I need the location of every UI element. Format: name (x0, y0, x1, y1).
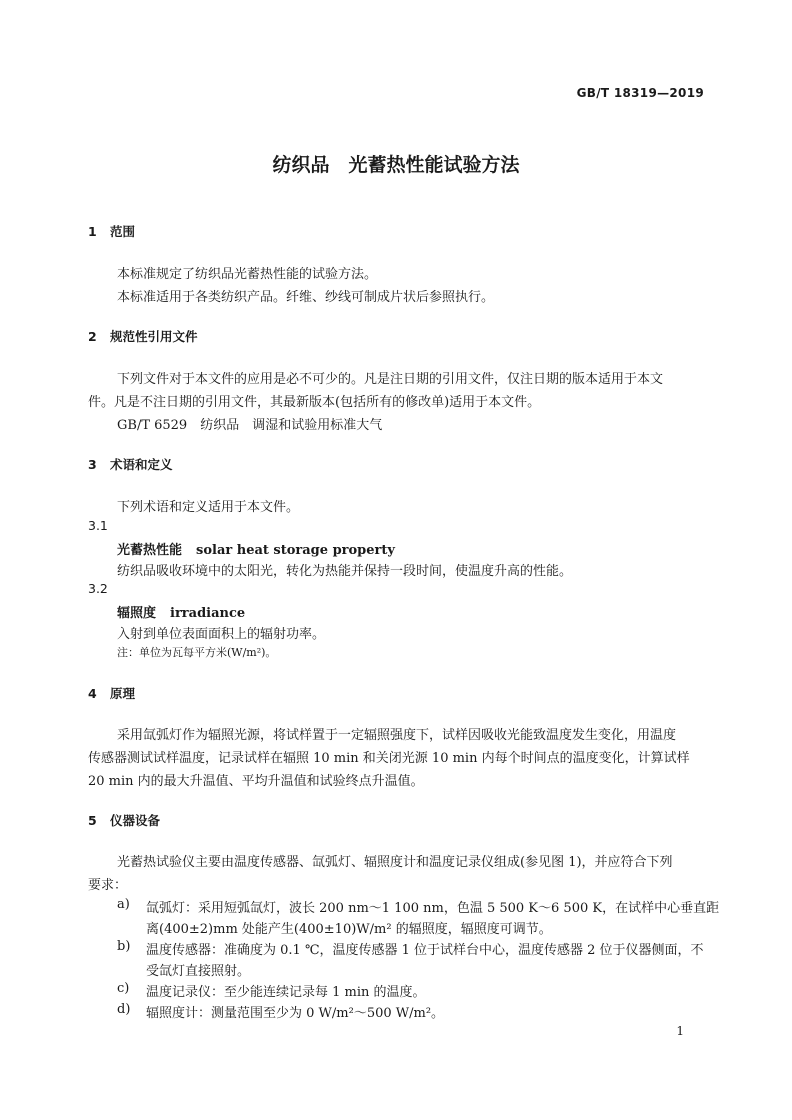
section-heading: 5 仪器设备 (88, 813, 161, 828)
term-note: 注：单位为瓦每平方米(W/m²)。 (117, 646, 277, 659)
paragraph: 下列文件对于本文件的应用是必不可少的。凡是注日期的引用文件，仅注日期的版本适用于本文 (117, 372, 664, 387)
paragraph: 20 min 内的最大升温值、平均升温值和试验终点升温值。 (88, 774, 424, 789)
page-title: 纺织品 光蓄热性能试验方法 (272, 154, 520, 176)
list-item: 氙弧灯：采用短弧氙灯，波长 200 nm～1 100 nm，色温 5 500 K～6 500 K，在试样中心垂直距 (146, 901, 720, 916)
term-definition: 纺织品吸收环境中的太阳光，转化为热能并保持一段时间，使温度升高的性能。 (117, 564, 573, 579)
section-heading: 2 规范性引用文件 (88, 329, 198, 344)
paragraph: 采用氙弧灯作为辐照光源，将试样置于一定辐照强度下，试样因吸收光能致温度发生变化，用温度 (117, 728, 677, 743)
list-item: 离(400±2)mm 处能产生(400±10)W/m² 的辐照度，辐照度可调节。 (146, 922, 552, 937)
paragraph: 光蓄热试验仪主要由温度传感器、氙弧灯、辐照度计和温度记录仪组成(参见图 1)，并应符合下列 (117, 855, 673, 870)
paragraph: 下列术语和定义适用于本文件。 (117, 500, 300, 515)
paragraph: 本标准适用于各类纺织产品。纤维、纱线可制成片状后参照执行。 (117, 290, 495, 305)
term-definition: 入射到单位表面面积上的辐射功率。 (117, 627, 326, 642)
term-number: 3.1 (88, 518, 108, 533)
list-item: 受氙灯直接照射。 (146, 964, 251, 979)
paragraph: 传感器测试试样温度，记录试样在辐照 10 min 和关闭光源 10 min 内每个时间点的温度变化，计算试样 (88, 751, 690, 766)
section-heading: 1 范围 (88, 224, 136, 239)
term-title: 光蓄热性能 solar heat storage property (117, 543, 395, 558)
section-heading: 3 术语和定义 (88, 457, 173, 472)
list-item: 温度传感器：准确度为 0.1 ℃，温度传感器 1 位于试样台中心，温度传感器 2 位于仪器侧面，不 (146, 943, 704, 958)
list-item-label: a) (117, 897, 130, 912)
list-item-label: d) (117, 1002, 131, 1017)
list-item-label: c) (117, 981, 130, 996)
term-title: 辐照度 irradiance (117, 606, 246, 621)
paragraph: 件。凡是不注日期的引用文件，其最新版本(包括所有的修改单)适用于本文件。 (88, 395, 541, 410)
list-item-label: b) (117, 939, 131, 954)
page-number: 1 (676, 1024, 684, 1038)
list-item: 辐照度计：测量范围至少为 0 W/m²～500 W/m²。 (146, 1006, 445, 1021)
standard-code: GB/T 18319—2019 (576, 86, 704, 100)
reference-entry: GB/T 6529 纺织品 调湿和试验用标准大气 (117, 418, 383, 433)
paragraph: 本标准规定了纺织品光蓄热性能的试验方法。 (117, 267, 378, 282)
term-number: 3.2 (88, 581, 108, 596)
paragraph: 要求： (88, 878, 128, 893)
section-heading: 4 原理 (88, 686, 136, 701)
list-item: 温度记录仪：至少能连续记录每 1 min 的温度。 (146, 985, 426, 1000)
